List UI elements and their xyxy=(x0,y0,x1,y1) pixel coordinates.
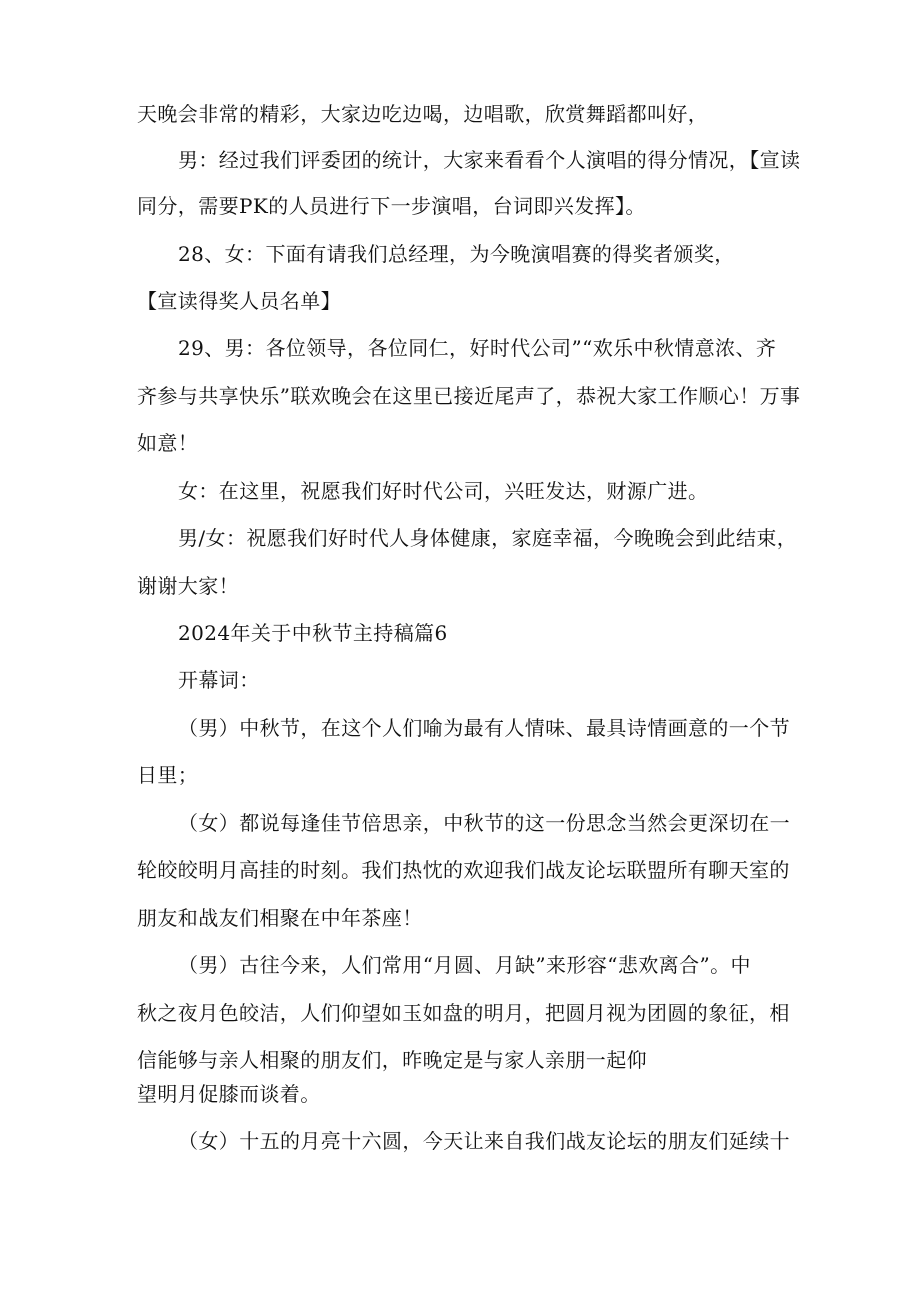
text-line: （女）十五的月亮十六圆，今天让来自我们战友论坛的朋友们延续十 xyxy=(178,1129,790,1153)
text-line: 朋友和战友们相聚在中年茶座！ xyxy=(137,906,423,930)
text-line: 男：经过我们评委团的统计，大家来看看个人演唱的得分情况，【宣读 xyxy=(178,148,801,172)
text-line: 日里； xyxy=(137,763,199,787)
text-line: 28、女：下面有请我们总经理，为今晚演唱赛的得奖者颁奖， xyxy=(178,242,735,266)
text-line: 谢谢大家！ xyxy=(137,574,239,598)
text-line: （男）古往今来，人们常用“月圆、月缺”来形容“悲欢离合”。中 xyxy=(178,953,751,977)
text-line: 齐参与共享快乐”联欢晚会在这里已接近尾声了，恭祝大家工作顺心！万事 xyxy=(137,384,801,408)
text-line: 秋之夜月色皎洁，人们仰望如玉如盘的明月，把圆月视为团圆的象征，相 xyxy=(137,1001,790,1025)
text-line: （男）中秋节，在这个人们喻为最有人情味、最具诗情画意的一个节 xyxy=(178,716,790,740)
text-line: 29、男：各位领导，各位同仁，好时代公司”“欢乐中秋情意浓、齐 xyxy=(178,336,777,360)
section-heading: 2024年关于中秋节主持稿篇6 xyxy=(178,621,448,645)
text-line: 轮皎皎明月高挂的时刻。我们热忱的欢迎我们战友论坛联盟所有聊天室的 xyxy=(137,858,790,882)
text-line: 天晚会非常的精彩，大家边吃边喝，边唱歌，欣赏舞蹈都叫好， xyxy=(137,102,709,126)
text-line: 同分，需要PK的人员进行下一步演唱，台词即兴发挥】。 xyxy=(137,194,646,218)
text-line: 望明月促膝而谈着。 xyxy=(137,1082,321,1106)
text-line: 女：在这里，祝愿我们好时代公司，兴旺发达，财源广进。 xyxy=(178,479,709,503)
text-line: 信能够与亲人相聚的朋友们，昨晚定是与家人亲朋一起仰 xyxy=(137,1048,647,1072)
text-line: 如意！ xyxy=(137,431,199,455)
text-line: 【宣读得奖人员名单】 xyxy=(137,289,341,313)
text-line: （女）都说每逢佳节倍思亲，中秋节的这一份思念当然会更深切在一 xyxy=(178,811,790,835)
text-line: 开幕词： xyxy=(178,668,260,692)
text-line: 男/女：祝愿我们好时代人身体健康，家庭幸福，今晚晚会到此结束， xyxy=(178,526,798,550)
